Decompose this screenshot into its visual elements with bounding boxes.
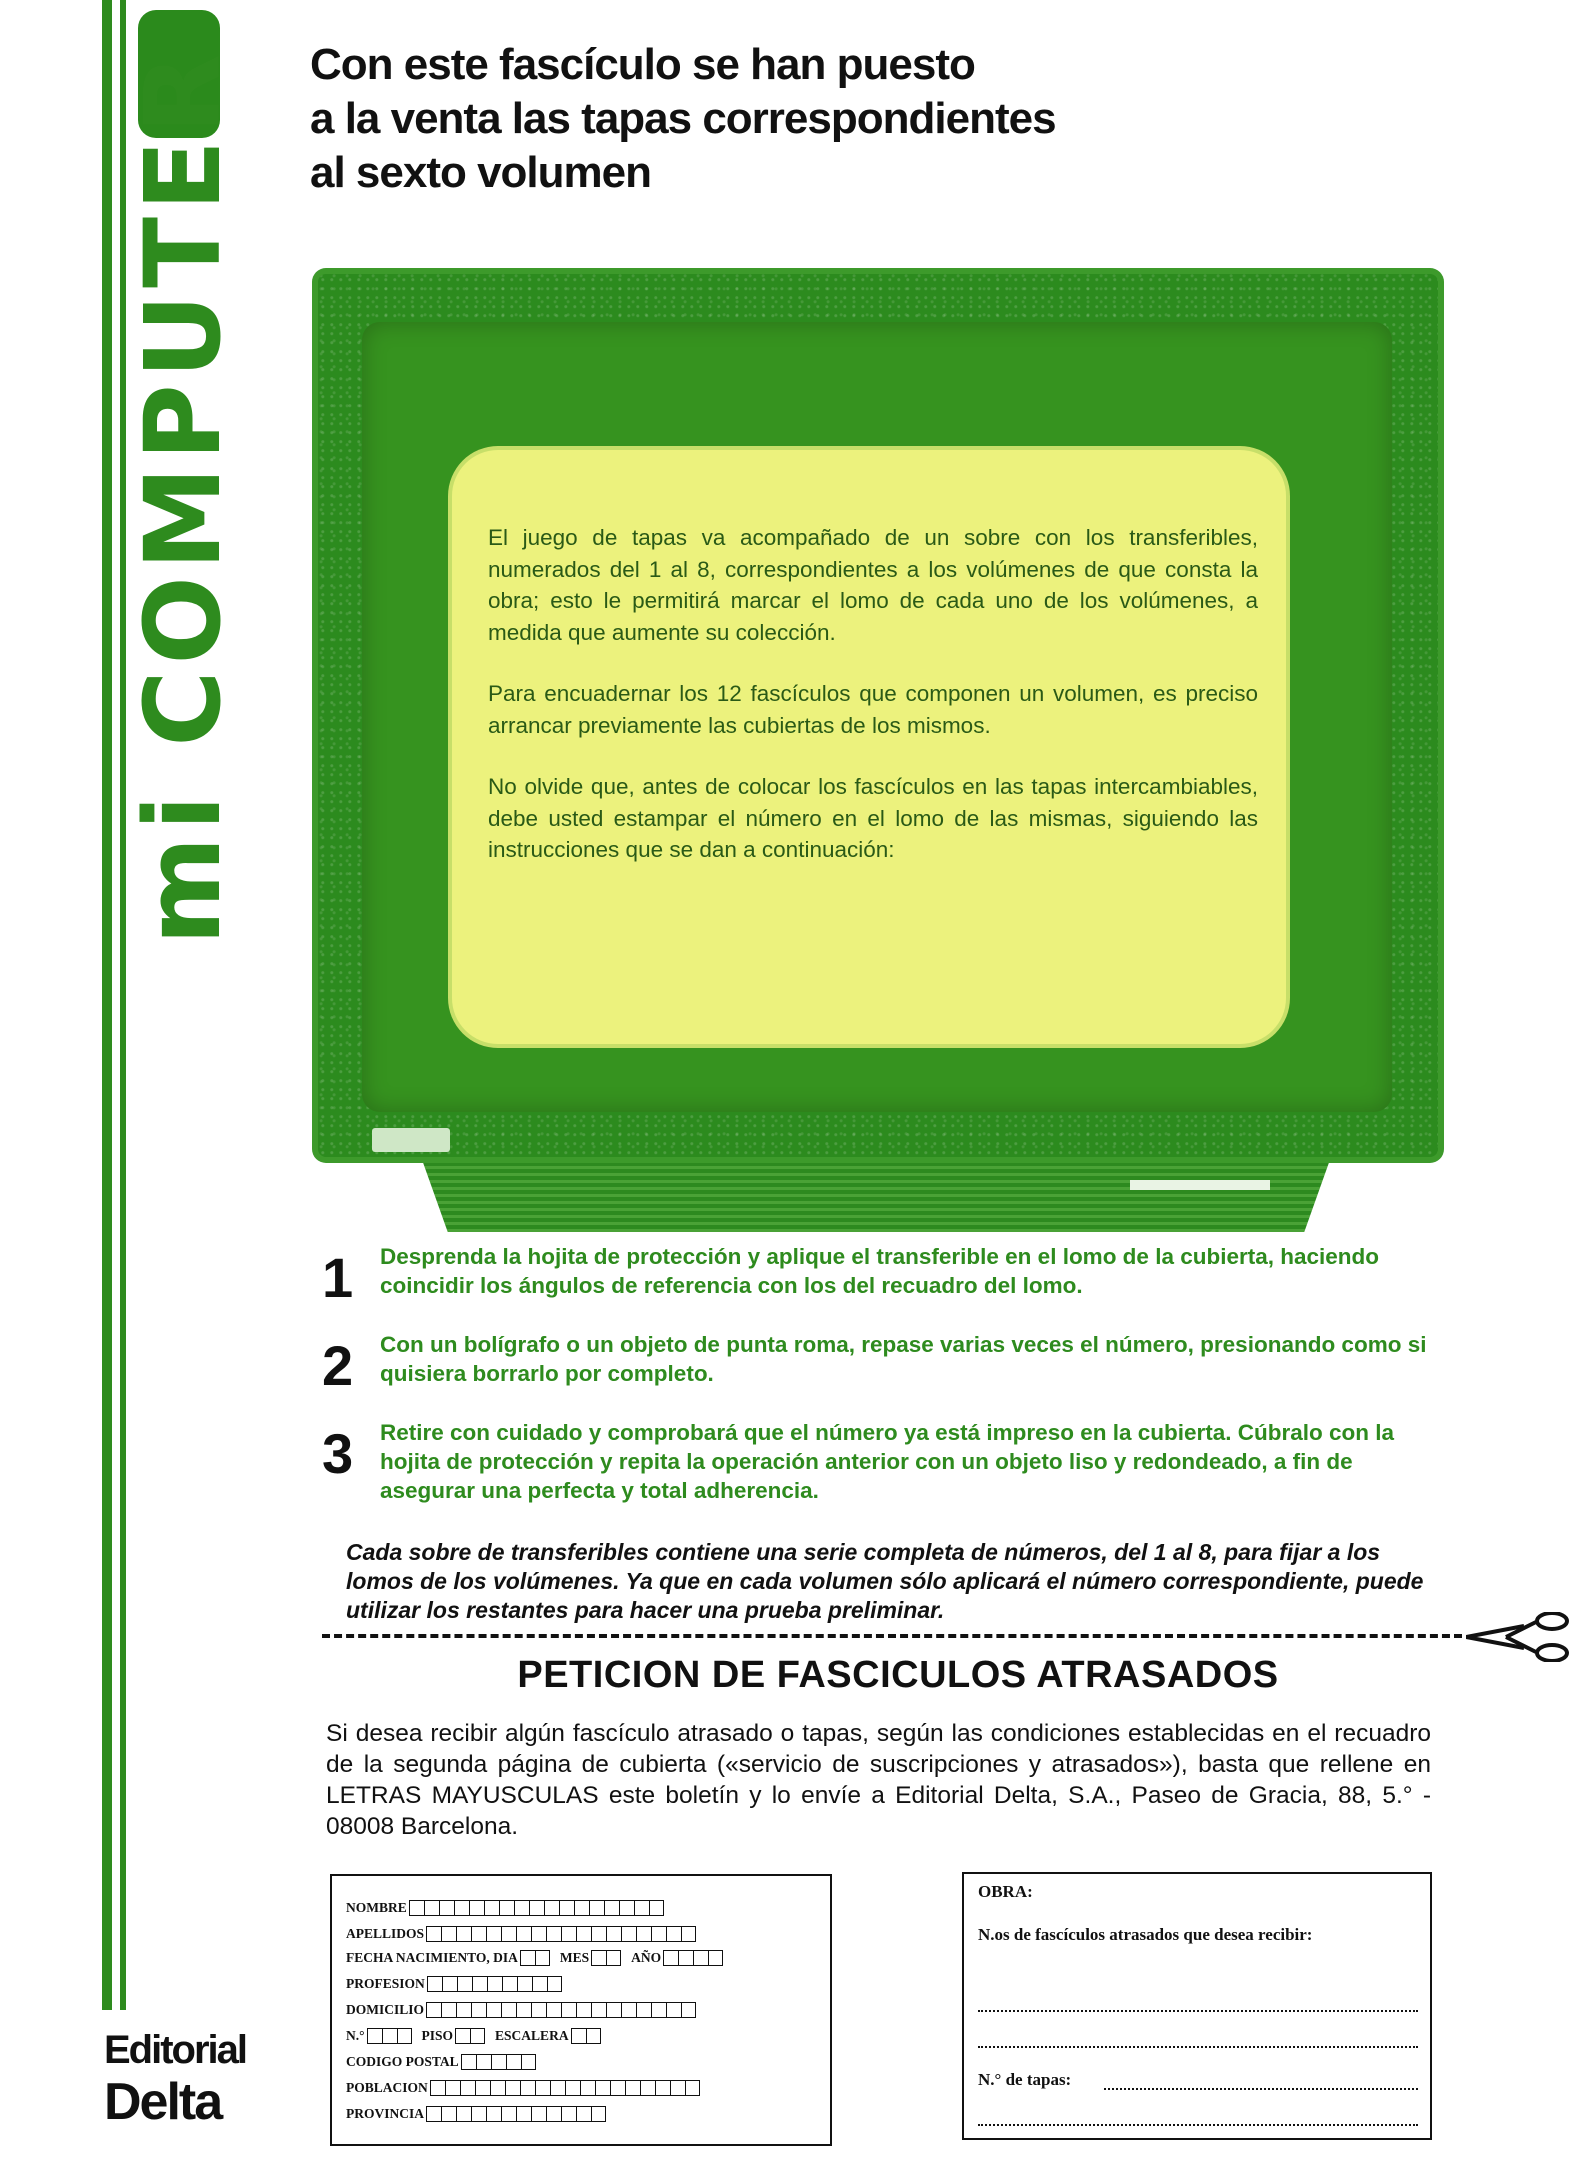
profesion-cells[interactable] — [427, 1976, 562, 1992]
provincia-row[interactable] — [346, 2106, 606, 2122]
provincia-label: PROVINCIA — [346, 2106, 425, 2121]
domicilio-cells[interactable] — [426, 2002, 696, 2018]
step-text: Desprenda la hojita de protección y aplique el transferible en el lomo de la cubierta, haciendo coincidir los ángulos de referencia con los del recuadro del lomo. — [380, 1244, 1380, 1298]
numero-cells[interactable] — [367, 2028, 412, 2044]
publisher-logo — [104, 2028, 247, 2131]
headline — [310, 38, 1210, 200]
obra-dotted-line-3[interactable] — [978, 2124, 1418, 2126]
cut-line — [322, 1634, 1462, 1638]
nombre-label: NOMBRE — [346, 1900, 407, 1915]
poblacion-label: POBLACION — [346, 2080, 428, 2095]
escalera-label: ESCALERA — [495, 2028, 569, 2043]
codigo-postal-cells[interactable] — [461, 2054, 536, 2070]
instruction-steps — [318, 1242, 1430, 1534]
step-3 — [318, 1418, 1430, 1534]
nombre-row[interactable] — [346, 1900, 664, 1916]
step-1 — [318, 1242, 1430, 1330]
step-number: 1 — [322, 1246, 354, 1309]
step-number: 2 — [322, 1334, 354, 1397]
screen-paragraph-2: Para encuadernar los 12 fascículos que componen un volumen, es preciso arrancar previamente las cubiertas de los mismos. — [488, 681, 1258, 738]
apellidos-row[interactable] — [346, 1926, 696, 1942]
tv-button — [372, 1128, 450, 1152]
profesion-row[interactable] — [346, 1976, 562, 1992]
brand-logo — [0, 0, 244, 945]
tv-back-slot — [1130, 1180, 1270, 1190]
petition-text: Si desea recibir algún fascículo atrasado o tapas, según las condiciones establecidas en el recuadro de la segunda página de cubierta («servicio de suscripciones y atrasados»), basta que rellene en LETRAS MAYUSCULAS este boletín y lo envíe a Editorial Delta, S.A., Paseo de Gracia, 88, 5.° - 08008 Barcelona. — [326, 1720, 1431, 1840]
step-2 — [318, 1330, 1430, 1418]
step-text: Con un bolígrafo o un objeto de punta roma, repase varias veces el número, presionando como si quisiera borrarlo por completo. — [380, 1332, 1427, 1386]
fecha-label: FECHA NACIMIENTO, DIA — [346, 1950, 518, 1965]
transfer-note: Cada sobre de transferibles contiene una serie completa de números, del 1 al 8, para fijar a los lomos de los volúmenes. Ya que en cada volumen sólo aplicará el número correspondiente, puede utilizar los restantes para hacer una prueba preliminar. — [346, 1539, 1424, 1623]
scissors-icon — [1466, 1612, 1574, 1662]
screen-text — [488, 522, 1258, 896]
domicilio-row[interactable] — [346, 2002, 696, 2018]
obra-label: OBRA: — [978, 1882, 1033, 1901]
petition-title: PETICION DE FASCICULOS ATRASADOS — [517, 1654, 1279, 1696]
ano-cells[interactable] — [663, 1950, 723, 1966]
headline-line2: a la venta las tapas correspondientes — [310, 94, 1056, 143]
publisher-line1: Editorial — [104, 2028, 247, 2072]
domicilio-label: DOMICILIO — [346, 2002, 425, 2017]
obra-dotted-line-1[interactable] — [978, 2010, 1418, 2012]
codigo-postal-row[interactable] — [346, 2054, 536, 2070]
tapas-dotted-line[interactable] — [1104, 2088, 1418, 2090]
dia-cells[interactable] — [520, 1950, 550, 1966]
apellidos-cells[interactable] — [426, 1926, 696, 1942]
step-text: Retire con cuidado y comprobará que el número ya está impreso en la cubierta. Cúbralo con la hojita de protección y repita la operación anterior con un objeto liso y redondeado, a fin de asegurar una perfecta y total adherencia. — [380, 1420, 1395, 1503]
screen-paragraph-3: No olvide que, antes de colocar los fascículos en las tapas intercambiables, debe usted estampar el número en el lomo de las mismas, siguiendo las instrucciones que se dan a continuación: — [488, 774, 1258, 862]
piso-cells[interactable] — [455, 2028, 485, 2044]
numero-row[interactable] — [346, 2028, 601, 2044]
mes-cells[interactable] — [591, 1950, 621, 1966]
obra-dotted-line-2[interactable] — [978, 2046, 1418, 2048]
escalera-cells[interactable] — [571, 2028, 601, 2044]
piso-label: PISO — [421, 2028, 454, 2043]
poblacion-cells[interactable] — [430, 2080, 700, 2096]
tapas-label: N.° de tapas: — [978, 2070, 1072, 2089]
poblacion-row[interactable] — [346, 2080, 700, 2096]
headline-line1: Con este fascículo se han puesto — [310, 40, 975, 89]
fecha-row[interactable] — [346, 1950, 723, 1966]
nombre-cells[interactable] — [409, 1900, 664, 1916]
apellidos-label: APELLIDOS — [346, 1926, 425, 1941]
ano-label: AÑO — [631, 1950, 662, 1965]
profesion-label: PROFESION — [346, 1976, 425, 1991]
publisher-line2: Delta — [104, 2073, 222, 2131]
spine-line-outer — [102, 0, 112, 2010]
provincia-cells[interactable] — [426, 2106, 606, 2122]
obra-request-label: N.os de fascículos atrasados que desea recibir: — [978, 1925, 1313, 1944]
headline-line3: al sexto volumen — [310, 148, 652, 197]
numero-label: N.° — [346, 2028, 365, 2043]
screen-paragraph-1: El juego de tapas va acompañado de un sobre con los transferibles, numerados del 1 al 8, correspondientes a los volúmenes de que consta la obra; esto le permitirá marcar el lomo de cada uno de los volúmenes, a medida que aumente su colección. — [488, 525, 1258, 645]
order-form — [330, 1874, 832, 2146]
step-number: 3 — [322, 1422, 354, 1485]
mes-label: MES — [559, 1950, 590, 1965]
brand-name: mi COMPUTER — [122, 47, 244, 945]
codigo-postal-label: CODIGO POSTAL — [346, 2054, 459, 2069]
obra-box — [962, 1872, 1432, 2140]
